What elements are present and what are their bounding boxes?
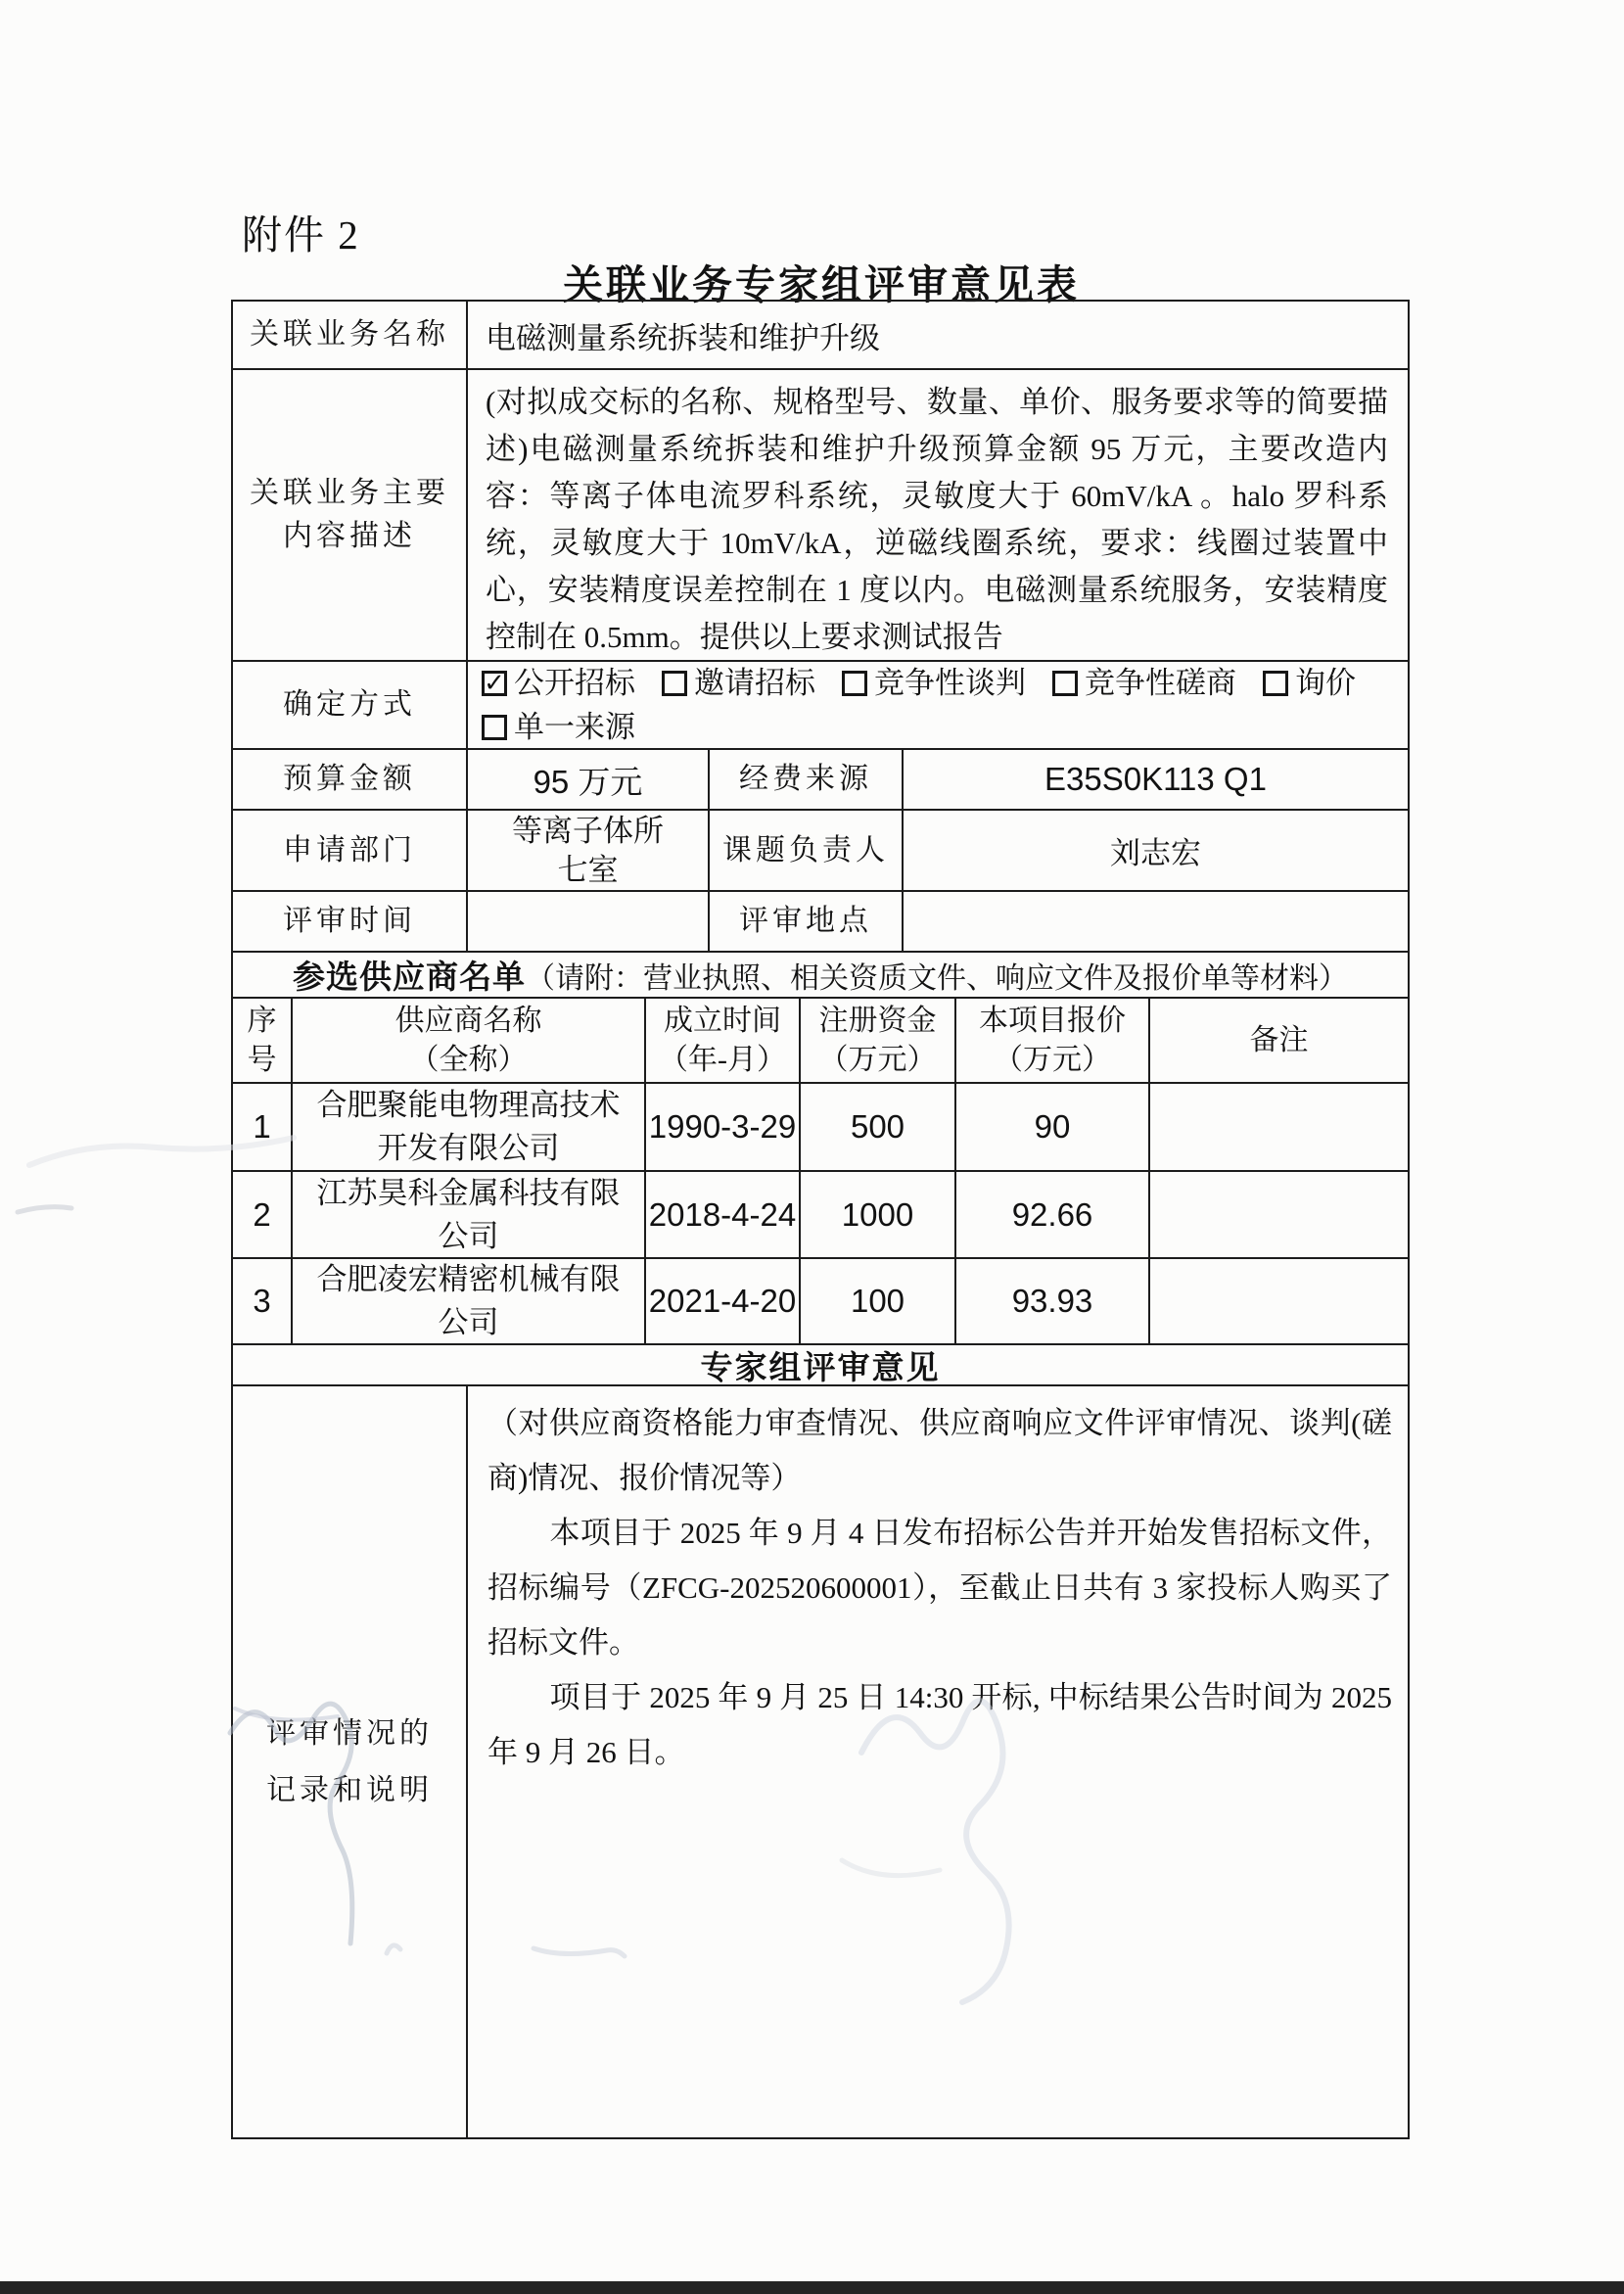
supplier-date: 2021-4-20 bbox=[646, 1259, 801, 1343]
review-time-label: 评审时间 bbox=[233, 892, 468, 951]
review-record-label-line2: 记录和说明 bbox=[266, 1773, 433, 1806]
review-record-content bbox=[468, 1386, 1408, 2137]
supplier-name: 合肥凌宏精密机械有限公司 bbox=[293, 1259, 646, 1343]
business-name-value: 电磁测量系统拆装和维护升级 bbox=[486, 320, 880, 355]
review-paragraph-2: 项目于 2025 年 9 月 25 日 14:30 开标, 中标结果公告时间为 2025 年 9 月 26 日。 bbox=[487, 1680, 1392, 1769]
leader-value: 刘志宏 bbox=[1110, 836, 1201, 870]
supplier-no: 1 bbox=[233, 1084, 293, 1170]
supplier-bid: 92.66 bbox=[956, 1172, 1150, 1257]
supplier-section-note: （请附：营业执照、相关资质文件、响应文件及报价单等材料） bbox=[526, 961, 1348, 995]
checked-checkbox-icon: ✓ bbox=[482, 671, 507, 696]
review-paragraph-1: 本项目于 2025 年 9 月 4 日发布招标公告并开始发售招标文件，招标编号（ZFCG-202520600001），至截止日共有 3 家投标人购买了招标文件。 bbox=[487, 1516, 1392, 1660]
unchecked-checkbox-icon bbox=[842, 671, 867, 696]
unchecked-checkbox-icon bbox=[662, 671, 687, 696]
unchecked-checkbox-icon bbox=[482, 715, 507, 740]
supplier-name: 江苏昊科金属科技有限公司 bbox=[293, 1172, 646, 1257]
expert-review-title: 专家组评审意见 bbox=[700, 1350, 941, 1386]
supplier-section-title bbox=[233, 953, 1408, 997]
supplier-row-3 bbox=[233, 1259, 1408, 1345]
supplier-no: 3 bbox=[233, 1259, 293, 1343]
description-value: (对拟成交标的名称、规格型号、数量、单价、服务要求等的简要描述)电磁测量系统拆装和维护升级预算金额 95 万元，主要改造内容：等离子体电流罗科系统，灵敏度大于 60mV/kA 。halo 罗科系统，灵敏度大于 10mV/kA，逆磁线圈系统，要求：线圈过装置中心，安装精度误差控制在 1 度以内。电磁测量系统服务，安装精度控制在 0.5mm。提供以上要求测试报告 bbox=[486, 385, 1388, 654]
row-review-time bbox=[233, 892, 1408, 953]
supplier-row-2 bbox=[233, 1172, 1408, 1259]
review-place-value bbox=[904, 892, 1408, 951]
description-label-line1: 关联业务主要 bbox=[250, 477, 449, 509]
row-business-name bbox=[233, 302, 1408, 370]
leader-label: 课题负责人 bbox=[710, 811, 904, 890]
description-label bbox=[233, 370, 468, 660]
header-supplier-name: 供应商名称 （全称） bbox=[293, 999, 646, 1082]
supplier-row-1 bbox=[233, 1084, 1408, 1172]
review-record-label bbox=[233, 1386, 468, 2137]
option-competitive-consultation bbox=[1052, 661, 1236, 705]
option-invited-tender bbox=[662, 661, 815, 705]
header-founded-date: 成立时间 （年-月） bbox=[646, 999, 801, 1082]
supplier-bid: 90 bbox=[956, 1084, 1150, 1170]
option-label: 邀请招标 bbox=[694, 666, 815, 700]
supplier-name: 合肥聚能电物理高技术开发有限公司 bbox=[293, 1084, 646, 1170]
method-options-line2 bbox=[482, 705, 635, 749]
review-hint-text: （对供应商资格能力审查情况、供应商响应文件评审情况、谈判(磋商)情况、报价情况等） bbox=[487, 1406, 1392, 1495]
budget-label: 预算金额 bbox=[233, 750, 468, 809]
review-time-value bbox=[468, 892, 710, 951]
review-record-label-line1: 评审情况的 bbox=[266, 1716, 433, 1750]
fund-source-value: E35S0K113 Q1 bbox=[1044, 761, 1267, 797]
supplier-capital: 1000 bbox=[801, 1172, 956, 1257]
supplier-no: 2 bbox=[233, 1172, 293, 1257]
option-inquiry bbox=[1263, 661, 1356, 705]
review-place-label: 评审地点 bbox=[710, 892, 904, 951]
scanner-edge-band bbox=[0, 2281, 1624, 2294]
option-label: 竞争性磋商 bbox=[1085, 666, 1236, 700]
attachment-label: 附件 2 bbox=[242, 212, 360, 257]
row-description bbox=[233, 370, 1408, 662]
method-options bbox=[468, 662, 1408, 748]
department-value-line1: 等离子体所 bbox=[512, 813, 664, 848]
option-label: 竞争性谈判 bbox=[874, 666, 1026, 700]
supplier-header-row bbox=[233, 999, 1408, 1084]
page-title: 关联业务专家组评审意见表 bbox=[563, 262, 1080, 307]
option-label: 单一来源 bbox=[514, 710, 635, 744]
department-label: 申请部门 bbox=[233, 811, 468, 890]
unchecked-checkbox-icon bbox=[1263, 671, 1288, 696]
supplier-note bbox=[1150, 1259, 1408, 1343]
row-department bbox=[233, 811, 1408, 892]
supplier-date: 1990-3-29 bbox=[646, 1084, 801, 1170]
option-label: 询价 bbox=[1295, 666, 1356, 700]
department-value-line2: 七室 bbox=[557, 852, 619, 887]
option-competitive-negotiation bbox=[842, 661, 1026, 705]
option-single-source bbox=[482, 705, 635, 749]
method-label: 确定方式 bbox=[233, 662, 468, 748]
fund-source-label: 经费来源 bbox=[710, 750, 904, 809]
method-options-line1 bbox=[482, 661, 1356, 705]
description-label-line2: 内容描述 bbox=[283, 520, 416, 552]
supplier-section-title-bold: 参选供应商名单 bbox=[293, 960, 526, 996]
header-note: 备注 bbox=[1249, 1023, 1309, 1056]
row-method bbox=[233, 662, 1408, 750]
supplier-note bbox=[1150, 1084, 1408, 1170]
header-registered-capital: 注册资金 （万元） bbox=[801, 999, 956, 1082]
business-name-label: 关联业务名称 bbox=[233, 302, 468, 368]
supplier-capital: 100 bbox=[801, 1259, 956, 1343]
header-project-bid: 本项目报价 （万元） bbox=[956, 999, 1150, 1082]
option-label: 公开招标 bbox=[514, 666, 635, 700]
budget-value: 95 万元 bbox=[468, 750, 710, 809]
department-value bbox=[468, 811, 710, 890]
option-open-tender bbox=[482, 661, 635, 705]
review-form-table bbox=[231, 300, 1410, 2139]
row-review-record bbox=[233, 1386, 1408, 2137]
supplier-capital: 500 bbox=[801, 1084, 956, 1170]
supplier-date: 2018-4-24 bbox=[646, 1172, 801, 1257]
row-supplier-section-title bbox=[233, 953, 1408, 999]
row-budget bbox=[233, 750, 1408, 811]
row-expert-review-title bbox=[233, 1345, 1408, 1386]
supplier-note bbox=[1150, 1172, 1408, 1257]
header-no: 序 号 bbox=[233, 999, 293, 1082]
unchecked-checkbox-icon bbox=[1052, 671, 1078, 696]
supplier-bid: 93.93 bbox=[956, 1259, 1150, 1343]
